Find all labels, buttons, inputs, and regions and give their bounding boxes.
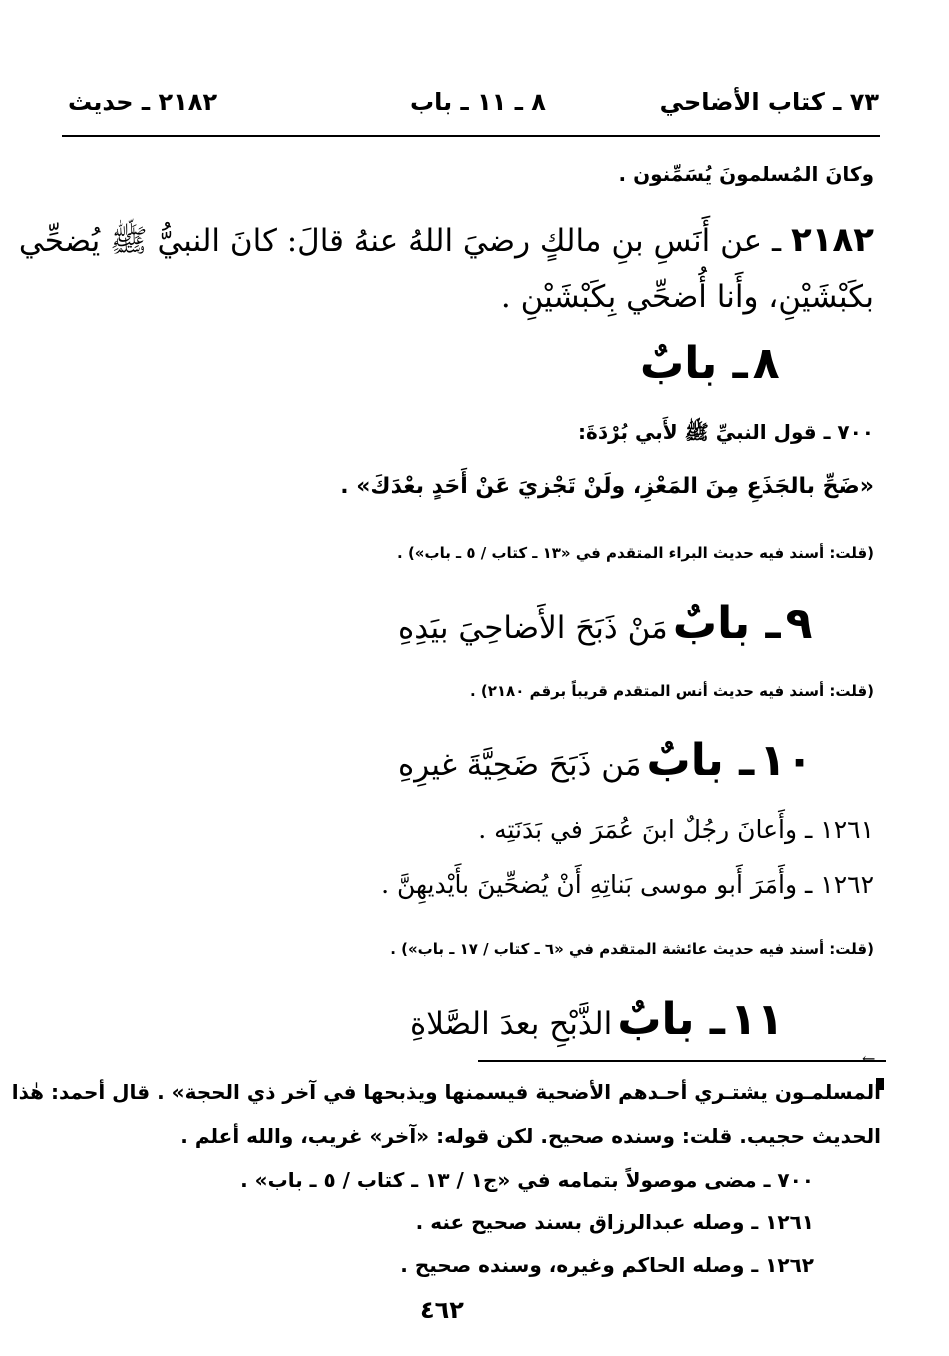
bab-9-note: (قلت: أسند فيه حديث أنس المتقدم قريباً برقم ٢١٨٠) . xyxy=(469,682,874,700)
bab-10-item-1262: ١٢٦٢ ـ وأَمَرَ أَبو موسى بَناتِهِ أَنْ يُضحِّينَ بأَيْديهِنَّ . xyxy=(381,870,874,899)
hadith-2182 xyxy=(18,212,874,325)
bab-label: ـ بابٌ xyxy=(672,598,781,649)
header-section-range: ٨ ـ ١١ ـ باب xyxy=(410,88,546,116)
footnote-arrow-icon: ← xyxy=(862,1049,876,1068)
footnote-line-5: ١٢٦٢ ـ وصله الحاكم وغيره، وسنده صحيح . xyxy=(400,1253,814,1277)
bab-title: مَن ذَبَحَ ضَحِيَّةَ غيرِهِ xyxy=(398,747,642,783)
bab-number: ١١ xyxy=(730,994,784,1045)
bab-8-note: (قلت: أسند فيه حديث البراء المتقدم في «١٣ ـ كتاب / ٥ ـ باب») . xyxy=(397,544,874,562)
bab-8-item: ٧٠٠ ـ قول النبيِّ ﷺ لأَبي بُرْدَةَ: xyxy=(578,420,874,444)
header-chapter-title: ٧٣ ـ كتاب الأضاحي xyxy=(659,88,879,116)
bab-title: مَنْ ذَبَحَ الأَضاحِيَ بيَدِهِ xyxy=(398,610,668,646)
header-rule xyxy=(62,135,880,137)
footnote-rule xyxy=(478,1060,886,1062)
bab-number: ١٠ xyxy=(759,735,813,786)
bab-9-heading xyxy=(398,598,812,649)
bab-8-heading xyxy=(640,338,780,389)
bab-label: ـ بابٌ xyxy=(617,994,725,1045)
footnote-line-2: الحديث حجيب. قلت: وسنده صحيح. لكن قوله: «آخر» غريب، والله أعلم . xyxy=(180,1124,881,1148)
bab-10-heading xyxy=(398,735,813,786)
footnote-line-3: ٧٠٠ ـ مضى موصولاً بتمامه في «ج١ / ١٣ ـ كتاب / ٥ ـ باب» . xyxy=(240,1168,814,1192)
bab-10-item-1261: ١٢٦١ ـ وأَعانَ رجُلٌ ابنَ عُمَرَ في بَدَنَتِه . xyxy=(478,815,874,844)
bab-8-quote: «ضَحِّ بالجَذَعِ مِنَ المَعْزِ، ولَنْ تَجْزيَ عَنْ أَحَدٍ بعْدَكَ» . xyxy=(340,474,874,499)
footnote-line-1: المسلمـون يشتـري أحـدهم الأضحية فيسمنها ويذبحها في آخر ذي الحجة» . قال أحمد: هٰذا xyxy=(11,1080,881,1104)
bab-label: ـ بابٌ xyxy=(640,338,748,389)
bab-10-note: (قلت: أسند فيه حديث عائشة المتقدم في «٦ ـ كتاب / ١٧ ـ باب») . xyxy=(390,940,874,958)
hadith-text-1: ـ عن أَنَسِ بنِ مالكٍ رضيَ اللهُ عنهُ قالَ: كانَ النبيُّ ﷺ يُضحِّي xyxy=(18,223,791,259)
hadith-line-2: بكَبْشَيْنِ، وأَنا أُضحِّي بِكَبْشَيْنِ . xyxy=(500,279,874,315)
bab-title: الذَّبْحِ بعدَ الصَّلاةِ xyxy=(410,1006,613,1042)
hadith-number: ٢١٨٢ xyxy=(790,220,874,260)
bab-number: ٨ xyxy=(752,338,780,389)
bab-label: ـ بابٌ xyxy=(646,735,755,786)
bab-11-heading xyxy=(410,994,784,1045)
hadith-line-1 xyxy=(18,212,874,269)
page-number: ٤٦٢ xyxy=(420,1296,464,1324)
bab-number: ٩ xyxy=(785,598,813,649)
header-hadith-number: ٢١٨٢ ـ حديث xyxy=(68,88,218,116)
intro-line: وكانَ المُسلمونَ يُسَمِّنون . xyxy=(618,162,874,186)
footnote-line-4: ١٢٦١ ـ وصله عبدالرزاق بسند صحيح عنه . xyxy=(415,1210,814,1234)
